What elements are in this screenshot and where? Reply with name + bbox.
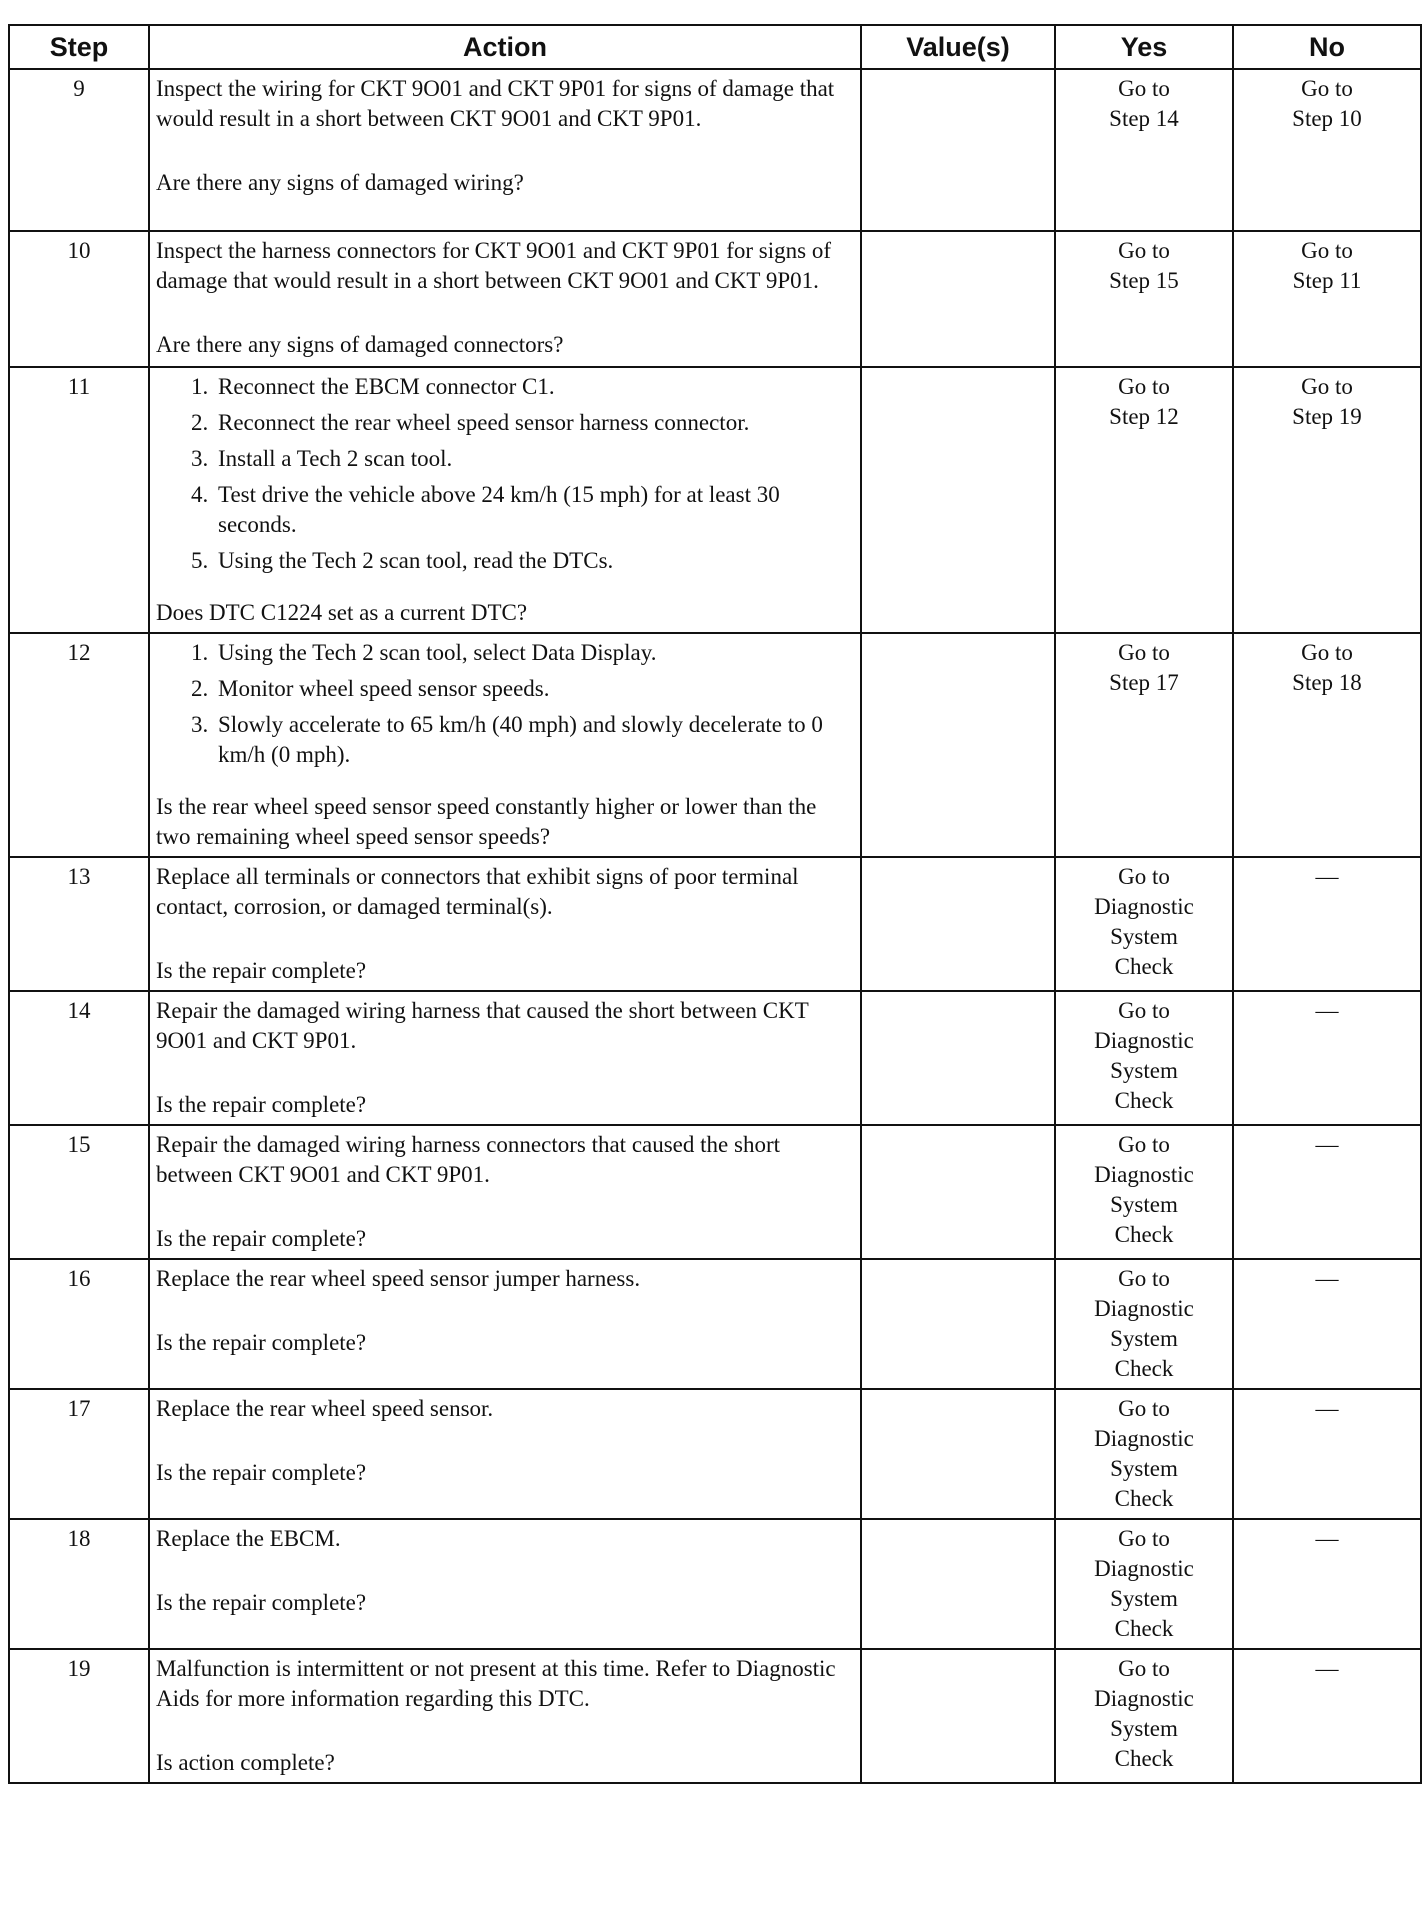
action-text: Replace the rear wheel speed sensor jumper harness.	[156, 1266, 641, 1291]
no-outcome: —	[1233, 991, 1421, 1125]
action-step-item: 5. Using the Tech 2 scan tool, read the DTCs.	[214, 546, 854, 576]
action-text: Replace the EBCM.	[156, 1526, 341, 1551]
action-cell	[149, 1259, 861, 1389]
header-yes: Yes	[1055, 25, 1233, 69]
action-text: Repair the damaged wiring harness connectors that caused the short between CKT 9O01 and CKT 9P01.	[156, 1132, 780, 1187]
table-row	[9, 1519, 1421, 1649]
step-number: 13	[9, 857, 149, 991]
action-step-item: 3. Slowly accelerate to 65 km/h (40 mph) and slowly decelerate to 0 km/h (0 mph).	[214, 710, 854, 770]
action-step-item: 1. Using the Tech 2 scan tool, select Data Display.	[214, 638, 854, 668]
yes-outcome: Go to Step 17	[1055, 633, 1233, 857]
action-cell	[149, 857, 861, 991]
value-cell	[861, 633, 1055, 857]
action-steps-list	[156, 638, 854, 770]
yes-outcome: Go to Diagnostic System Check	[1055, 1649, 1233, 1783]
action-cell	[149, 231, 861, 367]
value-cell	[861, 1519, 1055, 1649]
value-cell	[861, 991, 1055, 1125]
action-text: Replace all terminals or connectors that exhibit signs of poor terminal contact, corrosion, or damaged terminal(s).	[156, 864, 799, 919]
action-cell	[149, 1389, 861, 1519]
action-cell	[149, 991, 861, 1125]
table-row	[9, 1125, 1421, 1259]
step-number: 12	[9, 633, 149, 857]
action-cell	[149, 633, 861, 857]
action-question: Are there any signs of damaged connectors?	[156, 332, 564, 357]
value-cell	[861, 1125, 1055, 1259]
no-outcome: —	[1233, 1125, 1421, 1259]
table-row	[9, 857, 1421, 991]
yes-outcome: Go to Step 14	[1055, 69, 1233, 231]
yes-outcome: Go to Diagnostic System Check	[1055, 857, 1233, 991]
header-step: Step	[9, 25, 149, 69]
value-cell	[861, 69, 1055, 231]
table-row	[9, 633, 1421, 857]
table-row	[9, 69, 1421, 231]
action-step-item: 3. Install a Tech 2 scan tool.	[214, 444, 854, 474]
step-number: 16	[9, 1259, 149, 1389]
value-cell	[861, 857, 1055, 991]
action-text: Malfunction is intermittent or not present at this time. Refer to Diagnostic Aids for more information regarding this DTC.	[156, 1656, 836, 1711]
yes-outcome: Go to Step 12	[1055, 367, 1233, 633]
step-number: 14	[9, 991, 149, 1125]
action-text: Repair the damaged wiring harness that caused the short between CKT 9O01 and CKT 9P01.	[156, 998, 809, 1053]
action-question: Is the rear wheel speed sensor speed constantly higher or lower than the two remaining wheel speed sensor speeds?	[156, 794, 817, 849]
action-step-item: 4. Test drive the vehicle above 24 km/h (15 mph) for at least 30 seconds.	[214, 480, 854, 540]
action-step-item: 1. Reconnect the EBCM connector C1.	[214, 372, 854, 402]
yes-outcome: Go to Diagnostic System Check	[1055, 1389, 1233, 1519]
value-cell	[861, 1649, 1055, 1783]
step-number: 19	[9, 1649, 149, 1783]
header-no: No	[1233, 25, 1421, 69]
no-outcome: —	[1233, 857, 1421, 991]
table-row	[9, 991, 1421, 1125]
action-cell	[149, 69, 861, 231]
table-row	[9, 231, 1421, 367]
step-number: 15	[9, 1125, 149, 1259]
yes-outcome: Go to Diagnostic System Check	[1055, 1259, 1233, 1389]
action-question: Is the repair complete?	[156, 958, 367, 983]
header-values: Value(s)	[861, 25, 1055, 69]
header-row	[9, 25, 1421, 69]
step-number: 9	[9, 69, 149, 231]
action-question: Are there any signs of damaged wiring?	[156, 170, 524, 195]
diagnostic-table	[8, 24, 1422, 1784]
action-question: Is the repair complete?	[156, 1330, 367, 1355]
yes-outcome: Go to Diagnostic System Check	[1055, 1519, 1233, 1649]
action-cell	[149, 1649, 861, 1783]
value-cell	[861, 231, 1055, 367]
yes-outcome: Go to Diagnostic System Check	[1055, 1125, 1233, 1259]
action-step-item: 2. Monitor wheel speed sensor speeds.	[214, 674, 854, 704]
action-text: Inspect the harness connectors for CKT 9O01 and CKT 9P01 for signs of damage that would result in a short between CKT 9O01 and CKT 9P01.	[156, 238, 831, 293]
no-outcome: —	[1233, 1389, 1421, 1519]
action-question: Is the repair complete?	[156, 1092, 367, 1117]
table-row	[9, 367, 1421, 633]
table-row	[9, 1389, 1421, 1519]
no-outcome: Go to Step 11	[1233, 231, 1421, 367]
step-number: 11	[9, 367, 149, 633]
yes-outcome: Go to Diagnostic System Check	[1055, 991, 1233, 1125]
no-outcome: —	[1233, 1649, 1421, 1783]
no-outcome: Go to Step 10	[1233, 69, 1421, 231]
action-question: Is action complete?	[156, 1750, 335, 1775]
no-outcome: Go to Step 18	[1233, 633, 1421, 857]
table-row	[9, 1649, 1421, 1783]
action-cell	[149, 1125, 861, 1259]
action-question: Is the repair complete?	[156, 1590, 367, 1615]
action-cell	[149, 367, 861, 633]
action-cell	[149, 1519, 861, 1649]
value-cell	[861, 1389, 1055, 1519]
header-action: Action	[149, 25, 861, 69]
action-text: Inspect the wiring for CKT 9O01 and CKT 9P01 for signs of damage that would result in a short between CKT 9O01 and CKT 9P01.	[156, 76, 835, 131]
action-step-item: 2. Reconnect the rear wheel speed sensor harness connector.	[214, 408, 854, 438]
yes-outcome: Go to Step 15	[1055, 231, 1233, 367]
action-steps-list	[156, 372, 854, 576]
no-outcome: —	[1233, 1519, 1421, 1649]
no-outcome: —	[1233, 1259, 1421, 1389]
step-number: 18	[9, 1519, 149, 1649]
action-question: Is the repair complete?	[156, 1460, 367, 1485]
action-question: Does DTC C1224 set as a current DTC?	[156, 600, 528, 625]
value-cell	[861, 367, 1055, 633]
no-outcome: Go to Step 19	[1233, 367, 1421, 633]
action-question: Is the repair complete?	[156, 1226, 367, 1251]
table-row	[9, 1259, 1421, 1389]
table-body	[9, 69, 1421, 1783]
value-cell	[861, 1259, 1055, 1389]
step-number: 17	[9, 1389, 149, 1519]
action-text: Replace the rear wheel speed sensor.	[156, 1396, 494, 1421]
step-number: 10	[9, 231, 149, 367]
